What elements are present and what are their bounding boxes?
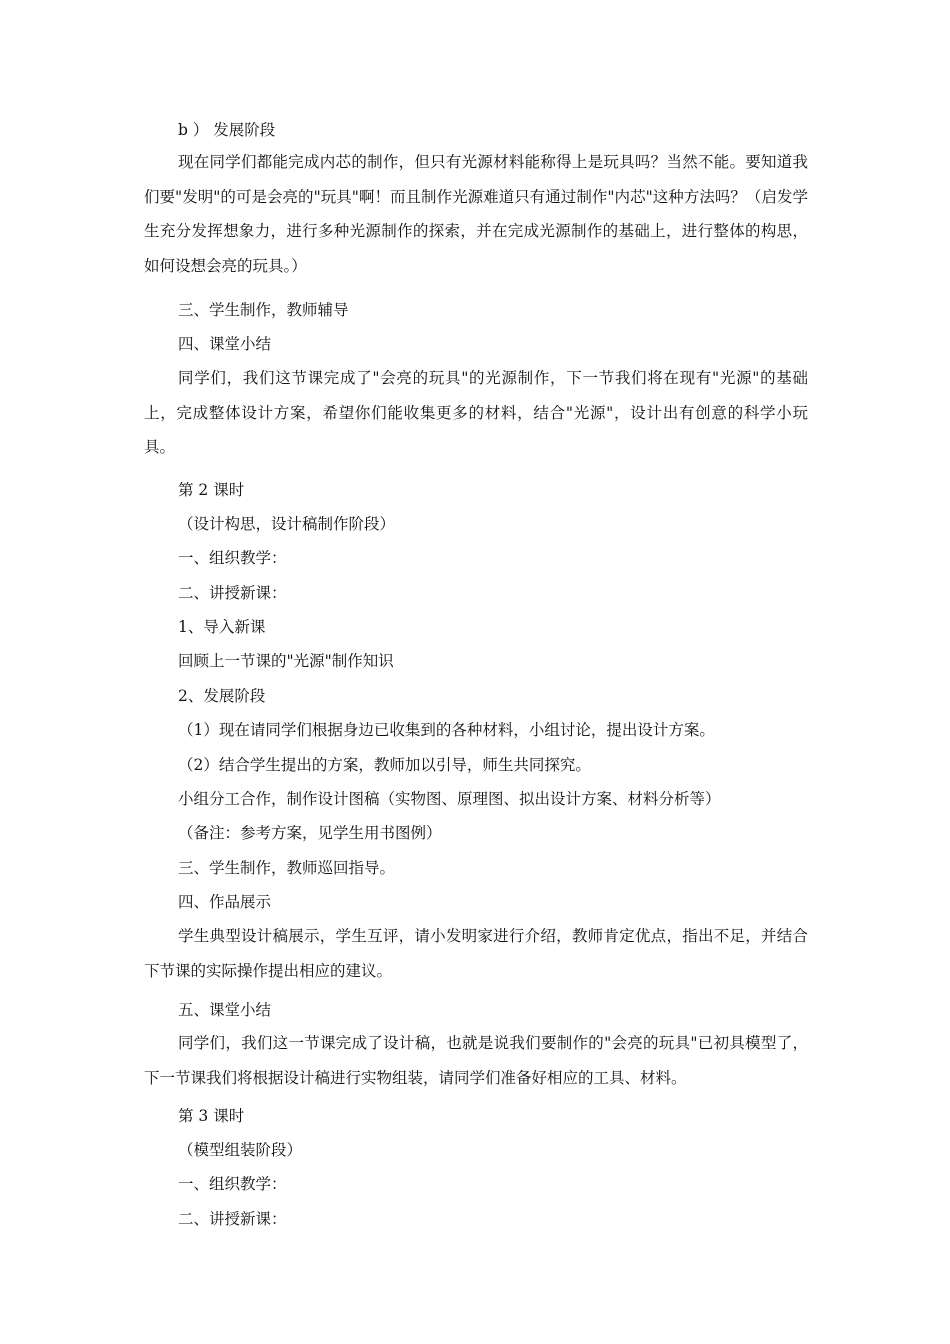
- lesson2-intro-text: 回顾上一节课的"光源"制作知识: [178, 652, 394, 670]
- lesson3-step2: 二、讲授新课：: [178, 1210, 287, 1228]
- lesson2-step3: 三、学生制作，教师巡回指导。: [178, 859, 396, 877]
- lesson2-step5: 五、课堂小结: [178, 1001, 272, 1019]
- lesson3-step1: 一、组织教学：: [178, 1175, 287, 1193]
- lesson1-step3: 三、学生制作，教师辅导: [178, 301, 349, 319]
- lesson1-step4: 四、课堂小结: [178, 335, 272, 353]
- lesson3-title: 第 3 课时: [178, 1107, 245, 1125]
- lesson2-showcase-paragraph: 学生典型设计稿展示，学生互评，请小发明家进行介绍，教师肯定优点，指出不足，并结合下节课的实际操作提出相应的建议。: [144, 927, 808, 980]
- lesson2-group-work: 小组分工合作，制作设计图稿（实物图、原理图、拟出设计方案、材料分析等）: [178, 790, 721, 808]
- development-stage-heading: b ） 发展阶段: [178, 121, 276, 139]
- development-stage-paragraph: 现在同学们都能完成内芯的制作，但只有光源材料能称得上是玩具吗？当然不能。要知道我们要"发明"的可是会亮的"玩具"啊！而且制作光源难道只有通过制作"内芯"这种方法吗？（启发学生充分发挥想象力，进行多种光源制作的探索，并在完成光源制作的基础上，进行整体的构思，如何设想会亮的玩具。）: [144, 153, 808, 275]
- lesson2-summary-paragraph: 同学们，我们这一节课完成了设计稿，也就是说我们要制作的"会亮的玩具"已初具模型了，下一节课我们将根据设计稿进行实物组装，请同学们准备好相应的工具、材料。: [144, 1034, 808, 1087]
- lesson2-subtitle: （设计构思，设计稿制作阶段）: [178, 515, 396, 533]
- lesson2-intro-heading: 1、导入新课: [178, 618, 266, 636]
- lesson2-step1: 一、组织教学：: [178, 549, 287, 567]
- lesson2-step4: 四、作品展示: [178, 893, 272, 911]
- lesson2-title: 第 2 课时: [178, 481, 245, 499]
- lesson2-step2: 二、讲授新课：: [178, 584, 287, 602]
- lesson2-development-heading: 2、发展阶段: [178, 687, 266, 705]
- lesson1-summary-paragraph: 同学们，我们这节课完成了"会亮的玩具"的光源制作，下一节我们将在现有"光源"的基础上，完成整体设计方案，希望你们能收集更多的材料，结合"光源"，设计出有创意的科学小玩具。: [144, 369, 808, 456]
- lesson2-development-item1: （1）现在请同学们根据身边已收集到的各种材料，小组讨论，提出设计方案。: [178, 721, 715, 739]
- lesson2-note: （备注：参考方案，见学生用书图例）: [178, 824, 442, 842]
- lesson3-subtitle: （模型组装阶段）: [178, 1141, 303, 1159]
- lesson2-development-item2: （2）结合学生提出的方案，教师加以引导，师生共同探究。: [178, 756, 591, 774]
